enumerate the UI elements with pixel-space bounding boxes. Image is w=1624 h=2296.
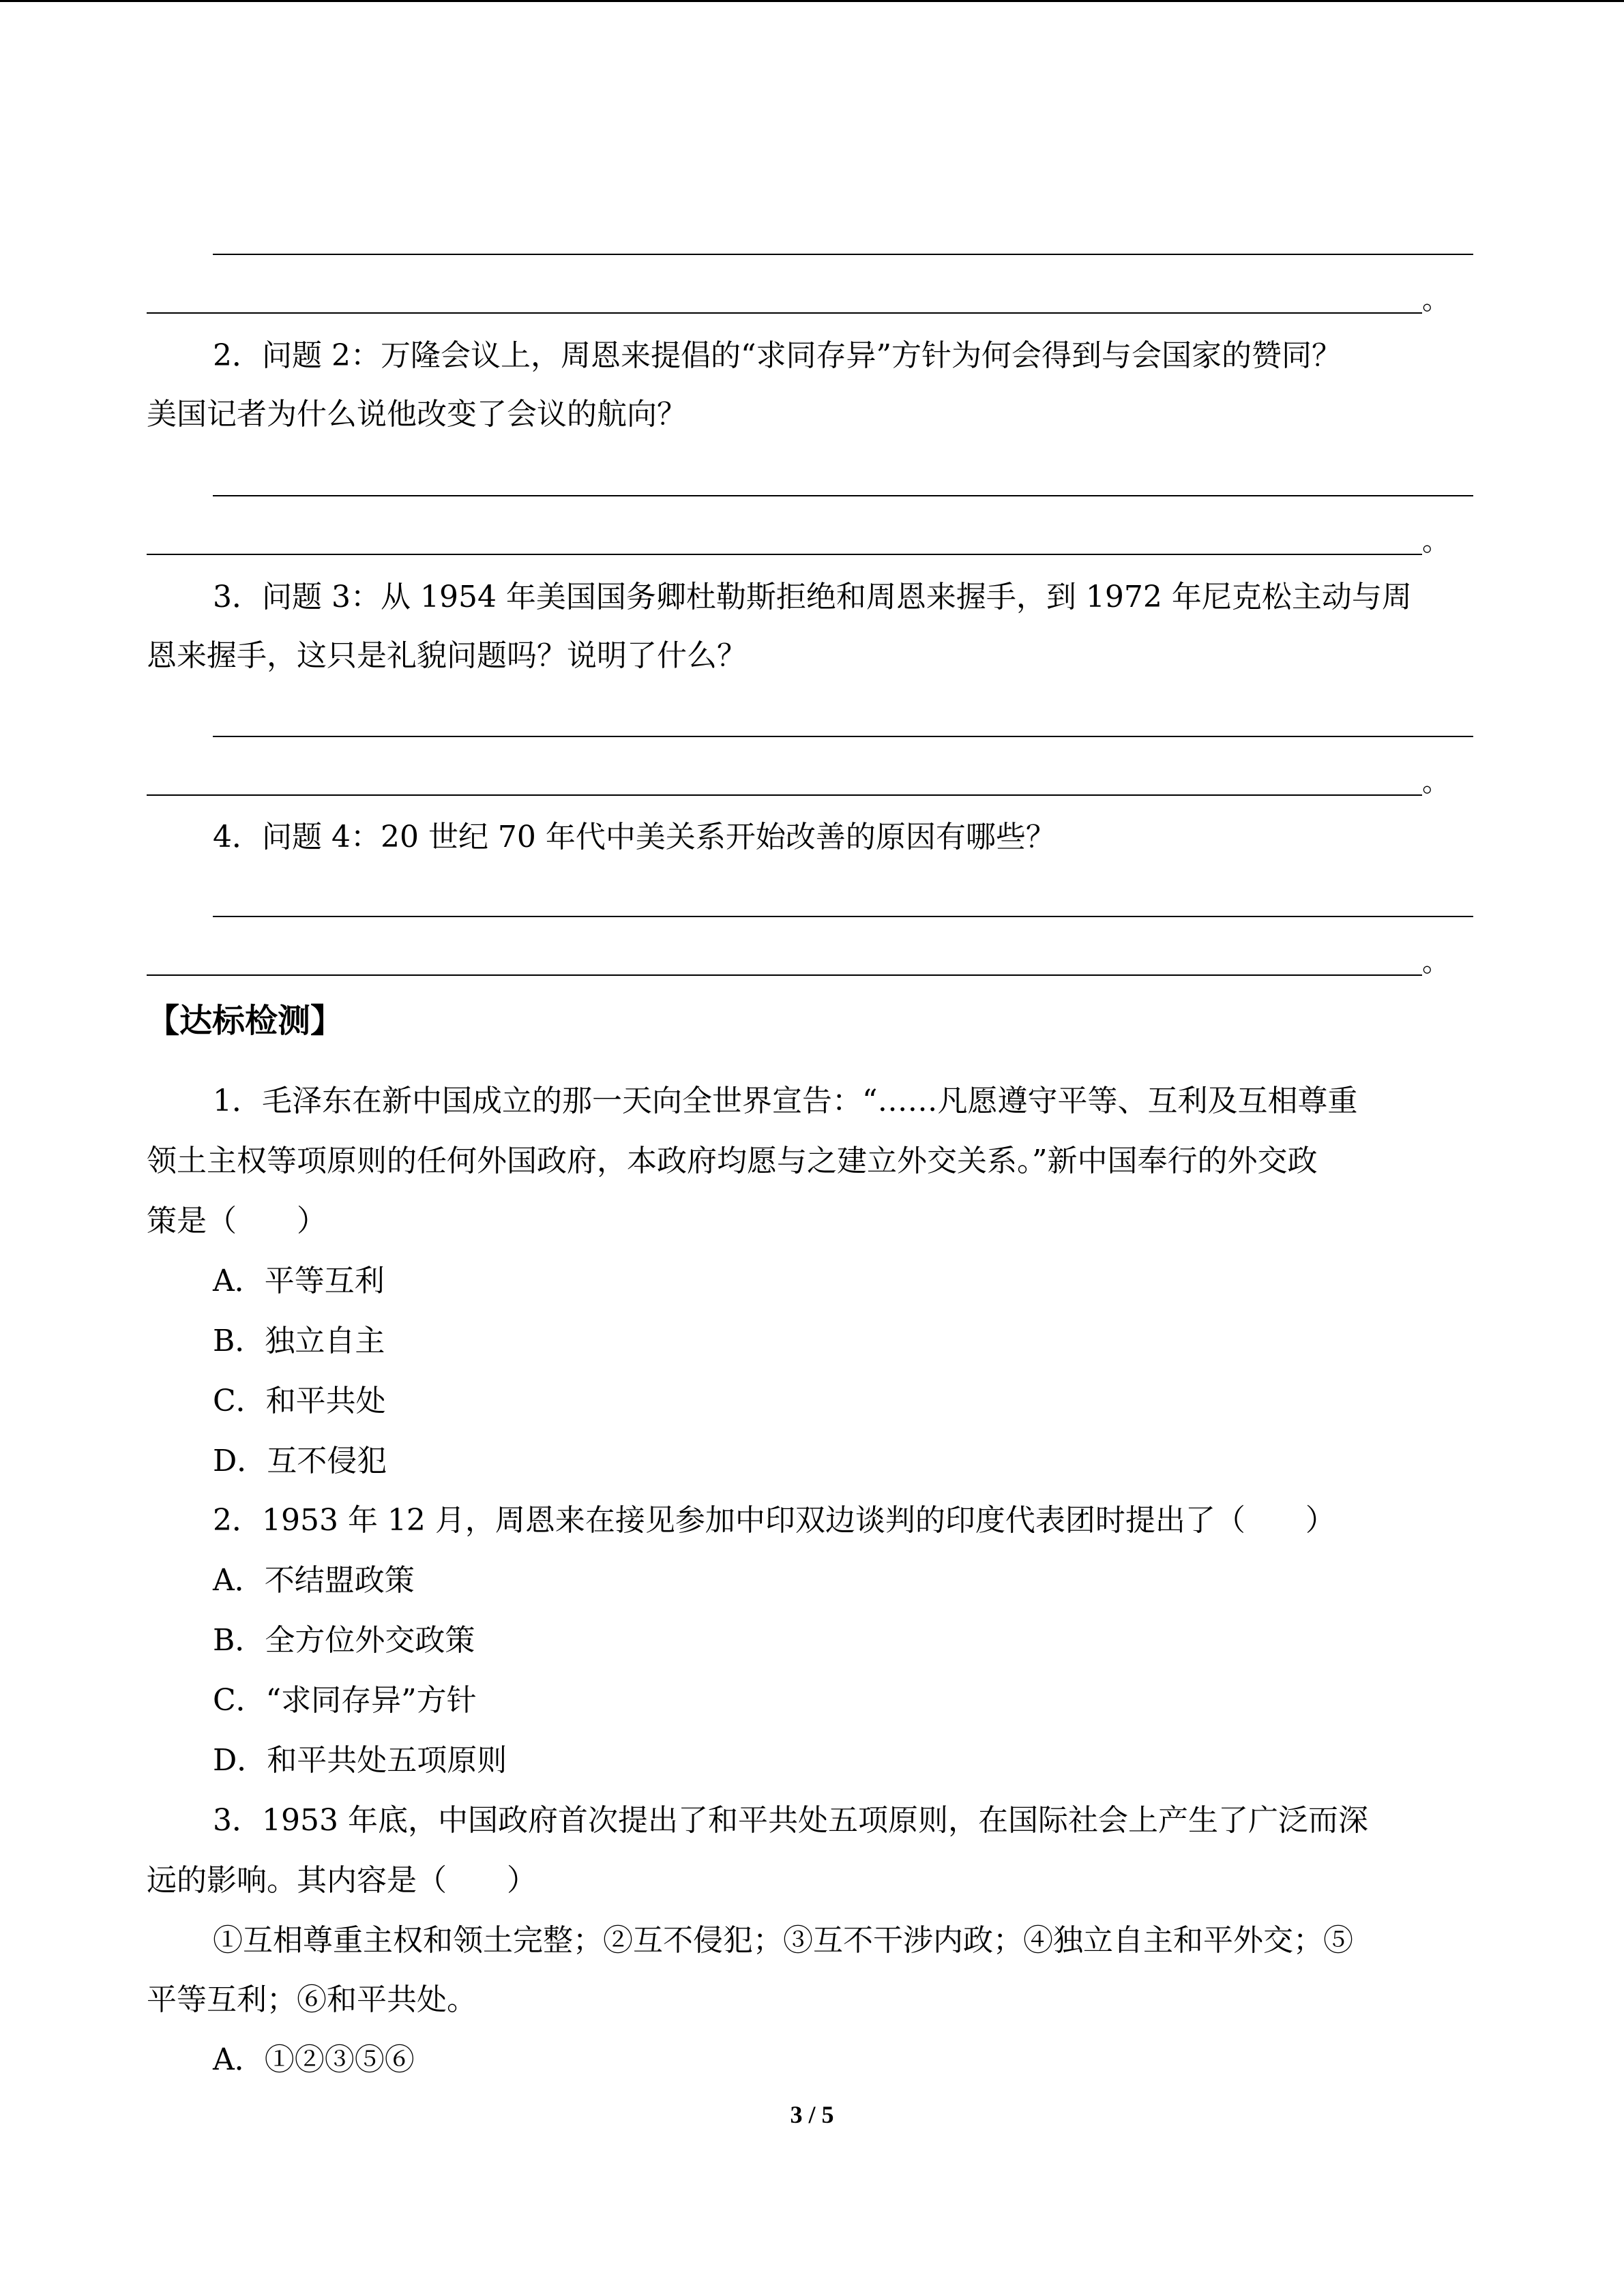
item-1-option-c[interactable]: C．和平共处	[213, 1384, 386, 1418]
item-1-stem-line-2: 领土主权等项原则的任何外国政府，本政府均愿与之建立外交关系。”新中国奉行的外交政	[147, 1144, 1318, 1178]
item-2-option-a[interactable]: A．不结盟政策	[213, 1563, 415, 1598]
question-3-line-1: 3．问题 3：从 1954 年美国国务卿杜勒斯拒绝和周恩来握手，到 1972 年尼克松主动与周	[213, 580, 1412, 614]
question-4-line-1: 4．问题 4：20 世纪 70 年代中美关系开始改善的原因有哪些？	[213, 820, 1056, 854]
question-2-line-1: 2．问题 2：万隆会议上，周恩来提倡的“求同存异”方针为何会得到与会国家的赞同？	[213, 338, 1342, 373]
item-3-stem-line-3: ①互相尊重主权和领土完整；②互不侵犯；③互不干涉内政；④独立自主和平外交；⑤	[213, 1923, 1353, 1958]
answer-line[interactable]	[147, 974, 1422, 976]
page-number: 3 / 5	[790, 2101, 834, 2128]
page-top-border	[0, 0, 1624, 2]
answer-line[interactable]	[213, 254, 1473, 255]
item-3-stem-line-4: 平等互利；⑥和平共处。	[147, 1982, 477, 2017]
item-1-option-b[interactable]: B．独立自主	[213, 1324, 385, 1358]
item-3-stem-line-1: 3．1953 年底，中国政府首次提出了和平共处五项原则，在国际社会上产生了广泛而深	[213, 1803, 1368, 1838]
item-2-option-d[interactable]: D．和平共处五项原则	[213, 1743, 507, 1778]
section-title: 【达标检测】	[147, 1002, 344, 1040]
item-1-stem-line-1: 1．毛泽东在新中国成立的那一天向全世界宣告：“……凡愿遵守平等、互利及互相尊重	[213, 1084, 1358, 1118]
item-2-option-b[interactable]: B．全方位外交政策	[213, 1623, 475, 1658]
answer-line[interactable]	[213, 916, 1473, 917]
item-3-option-a[interactable]: A．①②③⑤⑥	[213, 2042, 415, 2077]
answer-line[interactable]	[147, 794, 1422, 796]
answer-line[interactable]	[213, 495, 1473, 496]
item-1-option-a[interactable]: A．平等互利	[213, 1264, 385, 1298]
answer-end-period: 。	[1422, 946, 1449, 978]
answer-line[interactable]	[213, 736, 1473, 737]
item-2-option-c[interactable]: C．“求同存异”方针	[213, 1683, 477, 1718]
answer-end-period: 。	[1422, 766, 1449, 798]
item-1-stem-line-3: 策是（ ）	[147, 1204, 327, 1238]
answer-line[interactable]	[147, 554, 1422, 555]
question-3-line-2: 恩来握手，这只是礼貌问题吗？说明了什么？	[147, 638, 747, 673]
answer-line[interactable]	[147, 312, 1422, 314]
answer-end-period: 。	[1422, 284, 1449, 316]
item-1-option-d[interactable]: D．互不侵犯	[213, 1444, 387, 1478]
item-3-stem-line-2: 远的影响。其内容是（ ）	[147, 1863, 537, 1898]
item-2-stem-line-1: 2．1953 年 12 月，周恩来在接见参加中印双边谈判的印度代表团时提出了（ ）	[213, 1503, 1335, 1538]
answer-end-period: 。	[1422, 526, 1449, 557]
question-2-line-2: 美国记者为什么说他改变了会议的航向？	[147, 397, 687, 432]
